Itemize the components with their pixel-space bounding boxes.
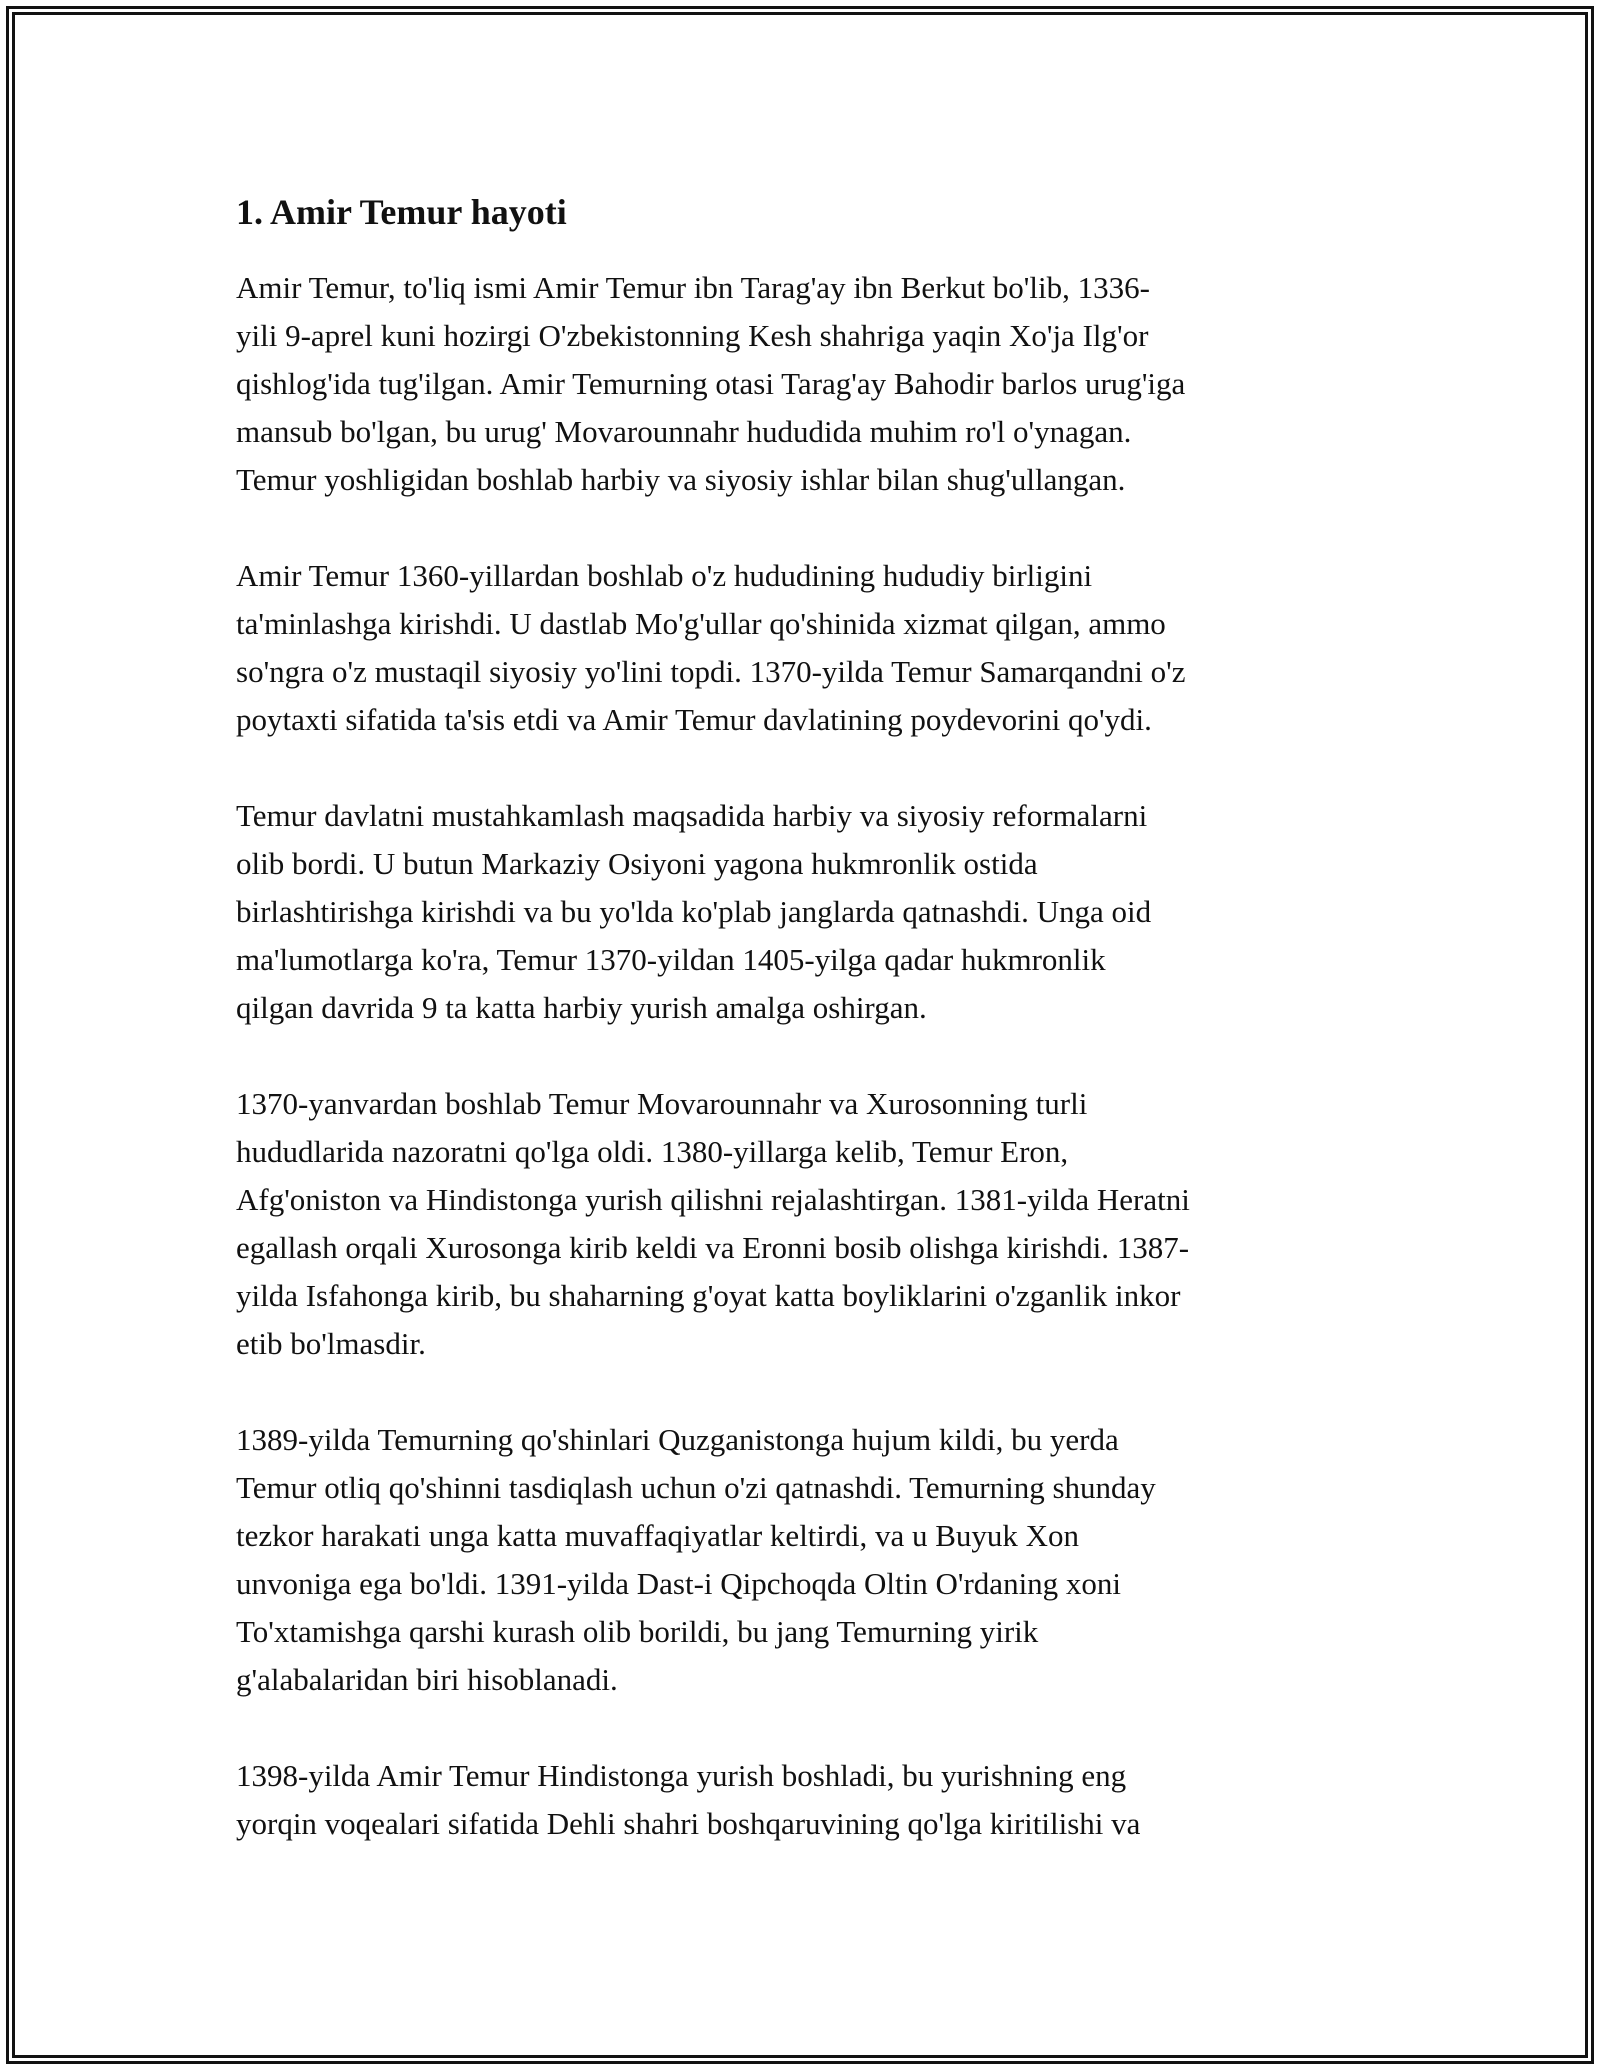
paragraph-victories: 1389-yilda Temurning qo'shinlari Quzganistonga hujum kildi, bu yerda Temur otliq qo'shinni tasdiqlash uchun o'zi qatnashdi. Temurning shunday tezkor harakati unga katta muvaffaqiyatlar keltirdi, va u Buyuk Xon unvoniga ega bo'ldi. 1391-yilda Dast-i Qipchoqda Oltin O'rdaning xoni To'xtamishga qarshi kurash olib borildi, bu jang Temurning yirik g'alabalaridan biri hisoblanadi. xyxy=(236,1422,1156,1697)
paragraph-campaigns: 1370-yanvardan boshlab Temur Movarounnahr va Xurosonning turli hududlarida nazoratni qo'lga oldi. 1380-yillarga kelib, Temur Eron, Afg'oniston va Hindistonga yurish qilishni rejalashtirgan. 1381-yilda Heratni egallash orqali Xurosonga kirib keldi va Eronni bosib olishga kirishdi. 1387- yilda Isfahonga kirib, bu shaharning g'oyat katta boyliklarini o'zganlik inkor etib bo'lmasdir. xyxy=(236,1086,1190,1361)
document-body xyxy=(236,188,1376,1896)
paragraph-reforms: Temur davlatni mustahkamlash maqsadida harbiy va siyosiy reformalarni olib bordi. U butun Markaziy Osiyoni yagona hukmronlik ostida birlashtirishga kirishdi va bu yo'lda ko'plab janglarda qatnashdi. Unga oid ma'lumotlarga ko'ra, Temur 1370-yildan 1405-yilga qadar hukmronlik qilgan davrida 9 ta katta harbiy yurish amalga oshirgan. xyxy=(236,798,1152,1025)
paragraph-india: 1398-yilda Amir Temur Hindistonga yurish boshladi, bu yurishning eng yorqin voqealari sifatida Dehli shahri boshqaruvining qo'lga kiritilishi va xyxy=(236,1758,1141,1841)
section-heading: 1. Amir Temur hayoti xyxy=(236,192,567,232)
paragraph-rise: Amir Temur 1360-yillardan boshlab o'z hududining hududiy birligini ta'minlashga kirishdi. U dastlab Mo'g'ullar qo'shinida xizmat qilgan, ammo so'ngra o'z mustaqil siyosiy yo'lini topdi. 1370-yilda Temur Samarqandni o'z poytaxti sifatida ta'sis etdi va Amir Temur davlatining poydevorini qo'ydi. xyxy=(236,558,1186,737)
paragraph-birth: Amir Temur, to'liq ismi Amir Temur ibn Tarag'ay ibn Berkut bo'lib, 1336- yili 9-aprel kuni hozirgi O'zbekistonning Kesh shahriga yaqin Xo'ja Ilg'or qishlog'ida tug'ilgan. Amir Temurning otasi Tarag'ay Bahodir barlos urug'iga mansub bo'lgan, bu urug' Movarounnahr hududida muhim ro'l o'ynagan. Temur yoshligidan boshlab harbiy va siyosiy ishlar bilan shug'ullangan. xyxy=(236,270,1186,497)
